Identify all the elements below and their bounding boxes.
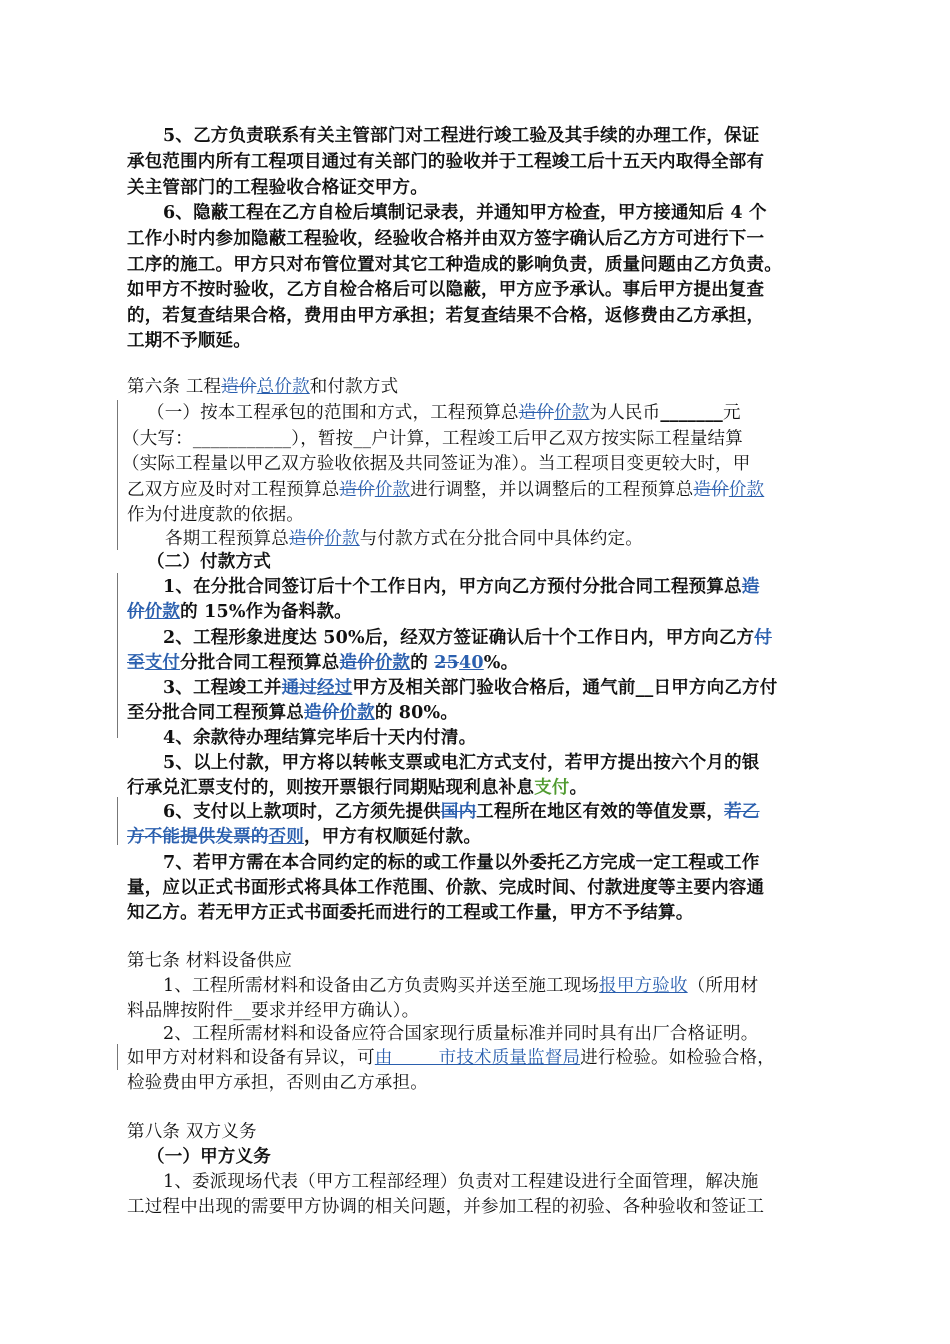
art6-p1-line-2 [122, 427, 743, 451]
body-text: %。 [483, 653, 519, 673]
inserted-text: 价款 [374, 653, 411, 673]
clause-5-line-3: 关主管部门的工程验收合格证交甲方。 [127, 178, 428, 198]
art6-p1-line-4 [127, 478, 764, 502]
body-text: 如甲方对材料和设备有异议，可 [127, 1048, 375, 1068]
body-text: （一）按本工程承包的范围和方式，工程预算总 [147, 403, 519, 423]
body-text: 日甲方向乙方付 [653, 678, 778, 698]
art7-p2-line-1: 2、工程所需材料和设备应符合国家现行质量标准并同时具有出厂合格证明。 [163, 1024, 759, 1044]
clause-6-line-5: 的，若复查结果合格，费用由甲方承担；若复查结果不合格，返修费由乙方承担， [127, 306, 765, 326]
blank-field: __ [353, 429, 372, 449]
art6-item-6-line-1 [163, 800, 760, 824]
clause-5-line-2: 承包范围内所有工程项目通过有关部门的验收并于工程竣工后十五天内取得全部有 [127, 152, 765, 172]
art6-p2-line [165, 527, 643, 551]
inserted-text: 经过 [316, 678, 353, 698]
clause-6-line-6: 工期不予顺延。 [127, 331, 251, 351]
inserted-text: 支付 [144, 653, 181, 673]
body-text: 。 [569, 778, 588, 798]
body-text: 进行检验。如检验合格， [580, 1048, 775, 1068]
body-text: 元 [722, 403, 741, 423]
art6-item-6-line-2 [127, 825, 481, 849]
clause-6-line-1: 6、隐蔽工程在乙方自检后填制记录表，并通知甲方检查，甲方接通知后 4 个 [163, 203, 767, 223]
body-text: 工程所在地区有效的等值发票， [476, 802, 725, 822]
deleted-text: 造价 [339, 480, 375, 500]
art6-item-1-line-2 [127, 600, 352, 624]
art7-p2-line-3: 检验费由甲方承担，否则由乙方承担。 [127, 1073, 428, 1093]
art6-item-2-line-1 [163, 626, 772, 650]
inserted-text: 价款 [339, 703, 375, 723]
art8-subheading-1: （一）甲方义务 [147, 1147, 271, 1167]
art8-p1-line-2: 工过程中出现的需要甲方协调的相关问题，并参加工程的初验、各种验收和签证工 [127, 1197, 765, 1217]
body-text: 1、工程所需材料和设备由乙方负责购买并送至施工现场 [163, 976, 600, 996]
art6-item-5-line-2 [127, 776, 587, 800]
body-text: 至分批合同工程预算总 [127, 703, 304, 723]
deleted-text: 造价 [221, 377, 257, 397]
art7-p1-line-1 [163, 974, 758, 998]
body-text: 的 80%。 [374, 703, 459, 723]
body-text: （大写： [122, 429, 193, 449]
body-text: ），暂按 [291, 429, 354, 449]
deleted-text: 价 [127, 602, 145, 622]
art6-p1-line-3: （实际工程量以甲乙双方验收依据及共同签证为准）。当工程项目变更较大时，甲 [122, 454, 751, 474]
art7-p1-line-2 [127, 999, 419, 1023]
body-text: 6、支付以上款项时，乙方须先提供 [163, 802, 441, 822]
body-text: 各期工程预算总 [165, 529, 289, 549]
body-text: 的 15%作为备料款。 [180, 602, 352, 622]
blank-field: _______ [660, 403, 723, 423]
article-8-heading: 第八条 双方义务 [127, 1122, 257, 1142]
inserted-text: 总价款 [256, 377, 310, 397]
art6-item-5-line-1: 5、以上付款，甲方将以转帐支票或电汇方式支付，若甲方提出按六个月的银 [163, 753, 760, 773]
body-text: 甲方及相关部门验收合格后，通气前 [352, 678, 636, 698]
deleted-text: 25 [434, 653, 459, 673]
change-bar [117, 797, 118, 845]
body-text: 分批合同工程预算总 [180, 653, 340, 673]
art7-p2-line-2 [127, 1046, 775, 1070]
inserted-text: 价款 [324, 529, 360, 549]
article-6-heading [127, 375, 398, 399]
blank-field: __ [635, 678, 654, 698]
clause-6-line-3: 工序的施工。甲方只对布管位置对其它工种造成的影响负责，质量问题由乙方负责。 [127, 255, 782, 275]
deleted-text: 造价 [693, 480, 729, 500]
art6-p1-line-5: 作为付进度款的依据。 [127, 505, 304, 525]
deleted-text: 造价 [304, 703, 340, 723]
article-7-heading: 第七条 材料设备供应 [127, 951, 293, 971]
body-text: 要求并经甲方确认）。 [251, 1001, 420, 1021]
art6-item-7-line-3: 知乙方。若无甲方正式书面委托而进行的工程或工作量，甲方不予结算。 [127, 903, 694, 923]
deleted-text: 造价 [518, 403, 555, 423]
art6-item-4: 4、余款待办理结算完毕后十天内付清。 [163, 728, 477, 748]
deleted-text: 通过 [281, 678, 317, 698]
body-text: （所用材 [687, 976, 759, 996]
body-text: 3、工程竣工并 [163, 678, 282, 698]
deleted-text: 造 [741, 577, 760, 597]
heading-text: 和付款方式 [309, 377, 399, 397]
art6-item-7-line-2: 量，应以正式书面形式将具体工作范围、价款、完成时间、付款进度等主要内容通 [127, 878, 765, 898]
body-text: 行承兑汇票支付的，则按开票银行同期贴现利息补息 [127, 778, 535, 798]
heading-text: 第六条 工程 [127, 377, 222, 397]
body-text: 进行调整，并以调整后的工程预算总 [410, 480, 694, 500]
art6-item-3-line-2 [127, 701, 458, 725]
art8-p1-line-1: 1、委派现场代表（甲方工程部经理）负责对工程建设进行全面管理，解决施 [163, 1172, 759, 1192]
body-text: 1、在分批合同签订后十个工作日内，甲方向乙方预付分批合同工程预算总 [163, 577, 742, 597]
art6-subheading-2: （二）付款方式 [147, 552, 271, 572]
inserted-text: 由 市技术质量监督局 [374, 1048, 581, 1068]
deleted-text: 若乙 [724, 802, 760, 822]
changed-text: 支付 [534, 778, 570, 798]
deleted-text: 至 [127, 653, 145, 673]
inserted-text: 价款 [728, 480, 765, 500]
body-text: 乙双方应及时对工程预算总 [127, 480, 340, 500]
deleted-text: 方不能提供发票的 [127, 827, 269, 847]
inserted-text: 价款 [374, 480, 411, 500]
change-bar [117, 400, 118, 550]
art6-p1-line-1 [147, 401, 741, 425]
deleted-text: 国内 [440, 802, 477, 822]
inserted-text: 价款 [554, 403, 590, 423]
inserted-text: 报甲方验收 [599, 976, 688, 996]
clause-5-line-1: 5、乙方负责联系有关主管部门对工程进行竣工验及其手续的办理工作，保证 [163, 126, 760, 146]
art6-item-3-line-1 [163, 676, 777, 700]
inserted-text: 40 [459, 653, 484, 673]
change-bar [117, 573, 118, 738]
body-text: 料品牌按附件 [127, 1001, 234, 1021]
inserted-text: 价款 [144, 602, 181, 622]
deleted-text: 造价 [288, 529, 325, 549]
body-text: ，甲方有权顺延付款。 [304, 827, 482, 847]
blank-field: __ [233, 1001, 252, 1021]
body-text: 的 [410, 653, 435, 673]
change-bar [117, 1044, 118, 1070]
body-text: 2、工程形象进度达 50%后，经双方签证确认后十个工作日内，甲方向乙方 [163, 628, 755, 648]
body-text: 户计算，工程竣工后甲乙双方按实际工程量结算 [371, 429, 743, 449]
body-text: 为人民币 [589, 403, 661, 423]
body-text: 与付款方式在分批合同中具体约定。 [359, 529, 643, 549]
deleted-text: 造价 [339, 653, 375, 673]
clause-6-line-2: 工作小时内参加隐蔽工程验收，经验收合格并由双方签字确认后乙方方可进行下一 [127, 229, 765, 249]
clause-6-line-4: 如甲方不按时验收，乙方自检合格后可以隐蔽，甲方应予承认。事后甲方提出复查 [127, 280, 765, 300]
art6-item-2-line-2 [127, 651, 518, 675]
deleted-text: 付 [754, 628, 772, 648]
art6-item-1-line-1 [163, 575, 759, 599]
blank-field: ___________ [192, 429, 292, 449]
inserted-text: 否则 [268, 827, 305, 847]
art6-item-7-line-1: 7、若甲方需在本合同约定的标的或工作量以外委托乙方完成一定工程或工作 [163, 853, 760, 873]
